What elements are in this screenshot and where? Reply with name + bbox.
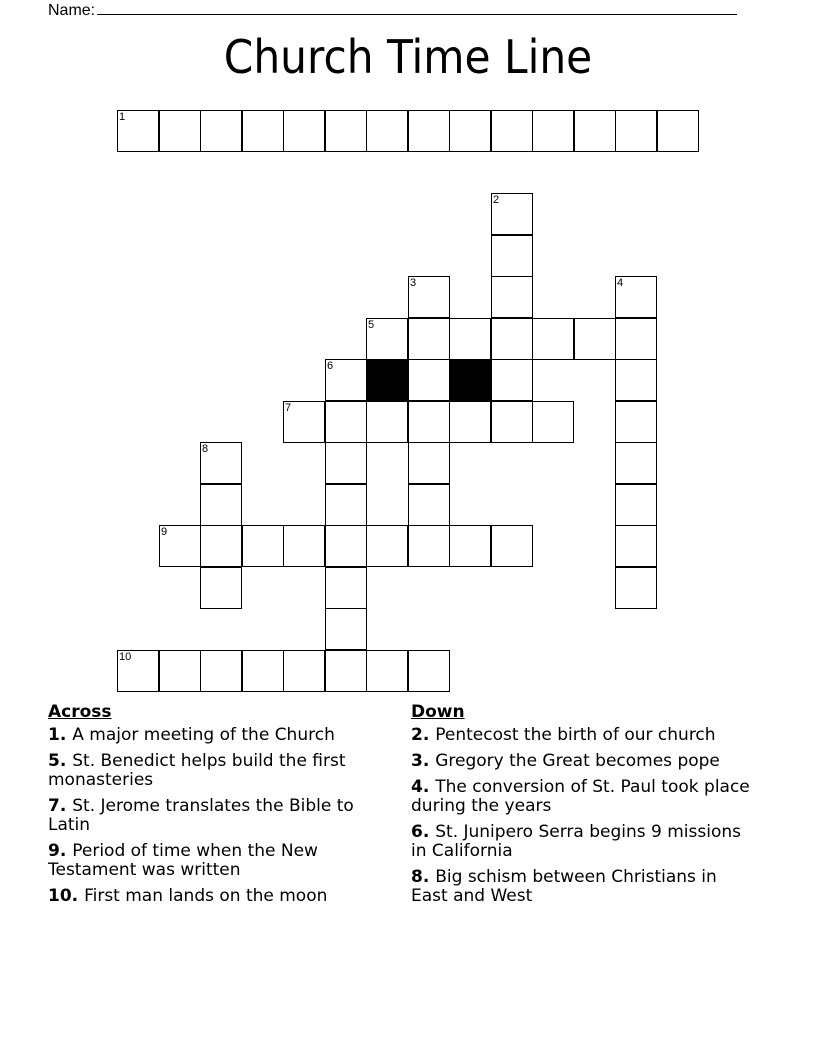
grid-cell[interactable] (325, 401, 367, 443)
grid-cell[interactable] (366, 525, 408, 567)
grid-cell[interactable] (491, 525, 533, 567)
grid-cell[interactable] (408, 401, 450, 443)
grid-cell[interactable] (200, 650, 242, 692)
blocked-cell (366, 359, 408, 401)
clue-down-2: 2. Pentecost the birth of our church (411, 725, 716, 745)
grid-cell[interactable] (242, 650, 284, 692)
clue-down-6: 6. St. Junipero Serra begins 9 missions in California (411, 822, 741, 861)
grid-cell[interactable] (615, 359, 657, 401)
grid-cell[interactable] (491, 110, 533, 152)
grid-cell[interactable] (408, 484, 450, 526)
grid-cell[interactable] (491, 276, 533, 318)
clue-number: 8 (202, 443, 209, 455)
grid-cell[interactable] (408, 359, 450, 401)
grid-cell[interactable] (574, 110, 616, 152)
grid-cell[interactable] (491, 193, 533, 235)
grid-cell[interactable] (366, 650, 408, 692)
grid-cell[interactable] (408, 525, 450, 567)
grid-cell[interactable] (449, 110, 491, 152)
clue-down-4: 4. The conversion of St. Paul took place during the years (411, 777, 750, 816)
clue-number: 2 (493, 194, 500, 206)
grid-cell[interactable] (615, 318, 657, 360)
grid-cell[interactable] (200, 110, 242, 152)
clue-across-9: 9. Period of time when the New Testament was written (48, 841, 318, 880)
grid-cell[interactable] (159, 650, 201, 692)
grid-cell[interactable] (615, 110, 657, 152)
grid-cell[interactable] (283, 650, 325, 692)
grid-cell[interactable] (491, 359, 533, 401)
clue-number: 9 (161, 526, 168, 538)
clue-across-10: 10. First man lands on the moon (48, 886, 328, 906)
grid-cell[interactable] (449, 525, 491, 567)
grid-cell[interactable] (615, 276, 657, 318)
grid-cell[interactable] (283, 525, 325, 567)
page-title: Church Time Line (223, 30, 593, 84)
grid-cell[interactable] (532, 110, 574, 152)
grid-cell[interactable] (532, 318, 574, 360)
grid-cell[interactable] (615, 567, 657, 609)
clue-across-1: 1. A major meeting of the Church (48, 725, 335, 745)
grid-cell[interactable] (615, 525, 657, 567)
grid-cell[interactable] (325, 442, 367, 484)
clue-number: 7 (285, 402, 292, 414)
grid-cell[interactable] (408, 442, 450, 484)
grid-cell[interactable] (408, 650, 450, 692)
across-heading: Across (48, 702, 112, 722)
clue-number: 1 (119, 111, 126, 123)
clue-across-7: 7. St. Jerome translates the Bible to Latin (48, 796, 354, 835)
grid-cell[interactable] (200, 567, 242, 609)
grid-cell[interactable] (574, 318, 616, 360)
clue-number: 4 (617, 277, 624, 289)
grid-cell[interactable] (117, 110, 159, 152)
grid-cell[interactable] (325, 608, 367, 650)
grid-cell[interactable] (325, 650, 367, 692)
grid-cell[interactable] (491, 235, 533, 277)
clue-across-5: 5. St. Benedict helps build the first monasteries (48, 751, 346, 790)
grid-cell[interactable] (325, 359, 367, 401)
down-clues (411, 703, 756, 913)
grid-cell[interactable] (615, 401, 657, 443)
grid-cell[interactable] (449, 401, 491, 443)
grid-cell[interactable] (242, 525, 284, 567)
grid-cell[interactable] (491, 318, 533, 360)
clue-number: 10 (119, 651, 132, 663)
name-label: Name: (48, 2, 96, 19)
grid-cell[interactable] (366, 110, 408, 152)
grid-cell[interactable] (491, 401, 533, 443)
grid-cell[interactable] (325, 484, 367, 526)
grid-cell[interactable] (408, 276, 450, 318)
grid-cell[interactable] (615, 484, 657, 526)
grid-cell[interactable] (449, 318, 491, 360)
grid-cell[interactable] (366, 318, 408, 360)
across-clues (48, 703, 378, 913)
grid-cell[interactable] (325, 110, 367, 152)
name-field[interactable] (48, 0, 737, 20)
grid-cell[interactable] (408, 110, 450, 152)
grid-cell[interactable] (242, 110, 284, 152)
name-underline (97, 0, 737, 15)
grid-cell[interactable] (325, 567, 367, 609)
grid-cell[interactable] (200, 484, 242, 526)
grid-cell[interactable] (325, 525, 367, 567)
grid-cell[interactable] (366, 401, 408, 443)
grid-cell[interactable] (200, 525, 242, 567)
clue-down-8: 8. Big schism between Christians in East and West (411, 867, 717, 906)
grid-cell[interactable] (159, 110, 201, 152)
clue-number: 3 (410, 277, 417, 289)
grid-cell[interactable] (283, 401, 325, 443)
grid-cell[interactable] (657, 110, 699, 152)
grid-cell[interactable] (200, 442, 242, 484)
grid-cell[interactable] (159, 525, 201, 567)
grid-cell[interactable] (615, 442, 657, 484)
grid-cell[interactable] (283, 110, 325, 152)
grid-cell[interactable] (408, 318, 450, 360)
clue-number: 6 (327, 360, 334, 372)
down-heading: Down (411, 702, 465, 722)
blocked-cell (449, 359, 491, 401)
grid-cell[interactable] (117, 650, 159, 692)
grid-cell[interactable] (532, 401, 574, 443)
clue-number: 5 (368, 319, 375, 331)
clue-down-3: 3. Gregory the Great becomes pope (411, 751, 720, 771)
